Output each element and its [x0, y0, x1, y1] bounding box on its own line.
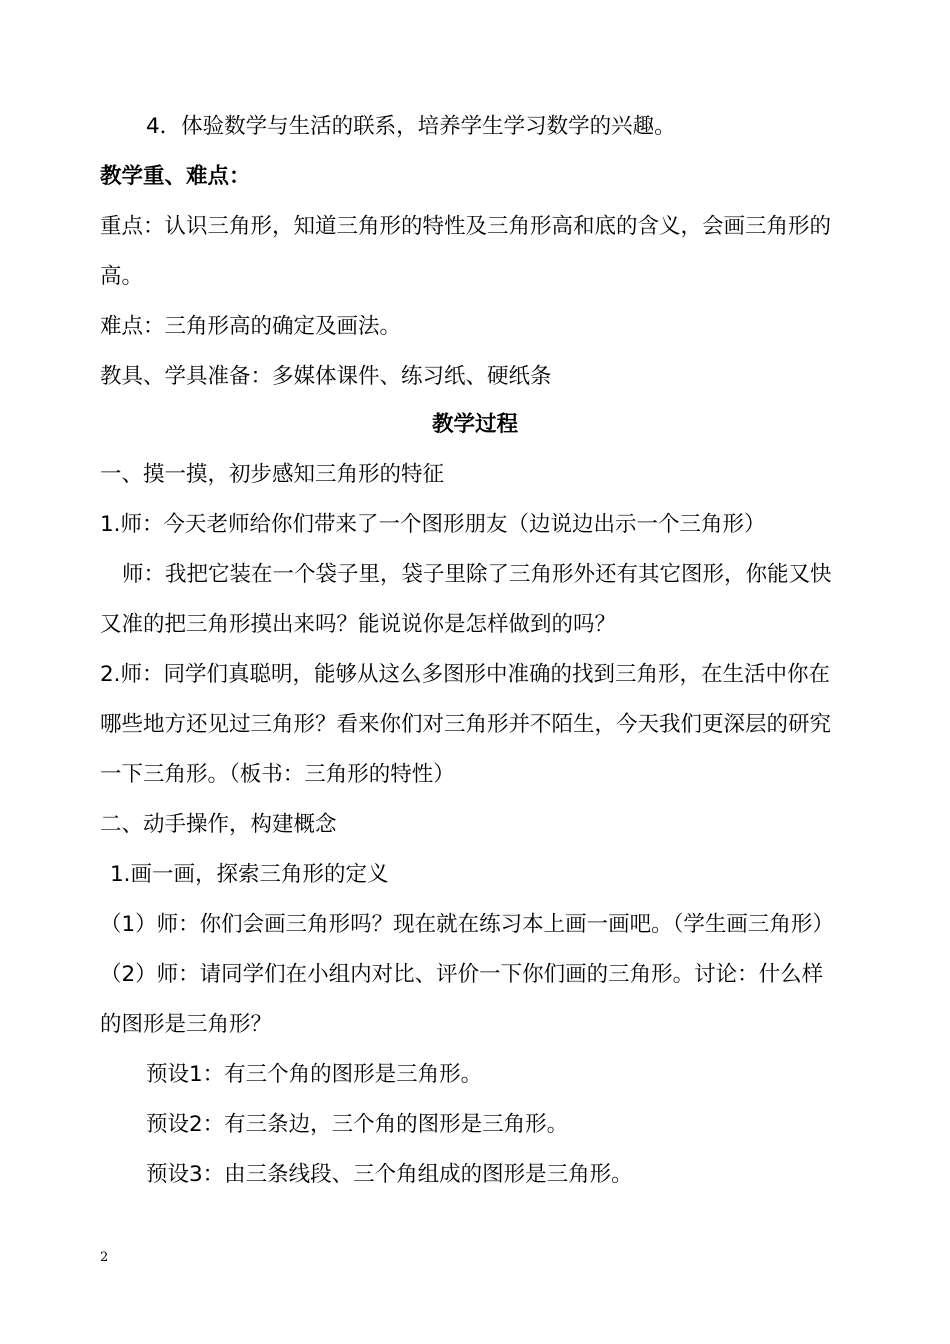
section-heading-key-points: 教学重、难点： — [100, 164, 251, 189]
difficult-point: 难点：三角形高的确定及画法。 — [100, 314, 402, 339]
key-point-line-1: 重点：认识三角形，知道三角形的特性及三角形高和底的含义，会画三角形的 — [100, 214, 832, 239]
preset-1: 预设1：有三个角的图形是三角形。 — [146, 1062, 483, 1087]
activity-1-item-2-line-1: （2）师：请同学们在小组内对比、评价一下你们画的三角形。讨论：什么样 — [100, 962, 824, 987]
step-1-teacher-bag-line-1: 师：我把它装在一个袋子里，袋子里除了三角形外还有其它图形，你能又快 — [122, 562, 832, 587]
preset-2: 预设2：有三条边，三个角的图形是三角形。 — [146, 1112, 569, 1137]
section-title-teaching-process: 教学过程 — [431, 412, 518, 437]
step-1-teacher-bag-line-2: 又准的把三角形摸出来吗？能说说你是怎样做到的吗？ — [100, 612, 617, 637]
step-2-teacher-line-3: 一下三角形。（板书：三角形的特性） — [100, 762, 455, 787]
part-one-heading: 一、摸一摸，初步感知三角形的特征 — [100, 462, 445, 487]
step-1-teacher: 1.师：今天老师给你们带来了一个图形朋友（边说边出示一个三角形） — [100, 512, 766, 537]
key-point-line-2: 高。 — [100, 264, 144, 289]
part-two-heading: 二、动手操作，构建概念 — [100, 812, 337, 837]
page-number: 2 — [100, 1250, 109, 1265]
step-2-teacher-line-2: 哪些地方还见过三角形？看来你们对三角形并不陌生，今天我们更深层的研究 — [100, 712, 832, 737]
step-2-teacher-line-1: 2.师：同学们真聪明，能够从这么多图形中准确的找到三角形，在生活中你在 — [100, 662, 831, 687]
activity-1-item-2-line-2: 的图形是三角形？ — [100, 1012, 273, 1037]
objective-4: 4．体验数学与生活的联系，培养学生学习数学的兴趣。 — [146, 114, 676, 139]
activity-1-heading: 1.画一画，探索三角形的定义 — [110, 862, 389, 887]
teaching-aids: 教具、学具准备：多媒体课件、练习纸、硬纸条 — [100, 364, 552, 389]
activity-1-item-1: （1）师：你们会画三角形吗？现在就在练习本上画一画吧。（学生画三角形） — [100, 912, 834, 937]
preset-3: 预设3：由三条线段、三个角组成的图形是三角形。 — [146, 1162, 633, 1187]
